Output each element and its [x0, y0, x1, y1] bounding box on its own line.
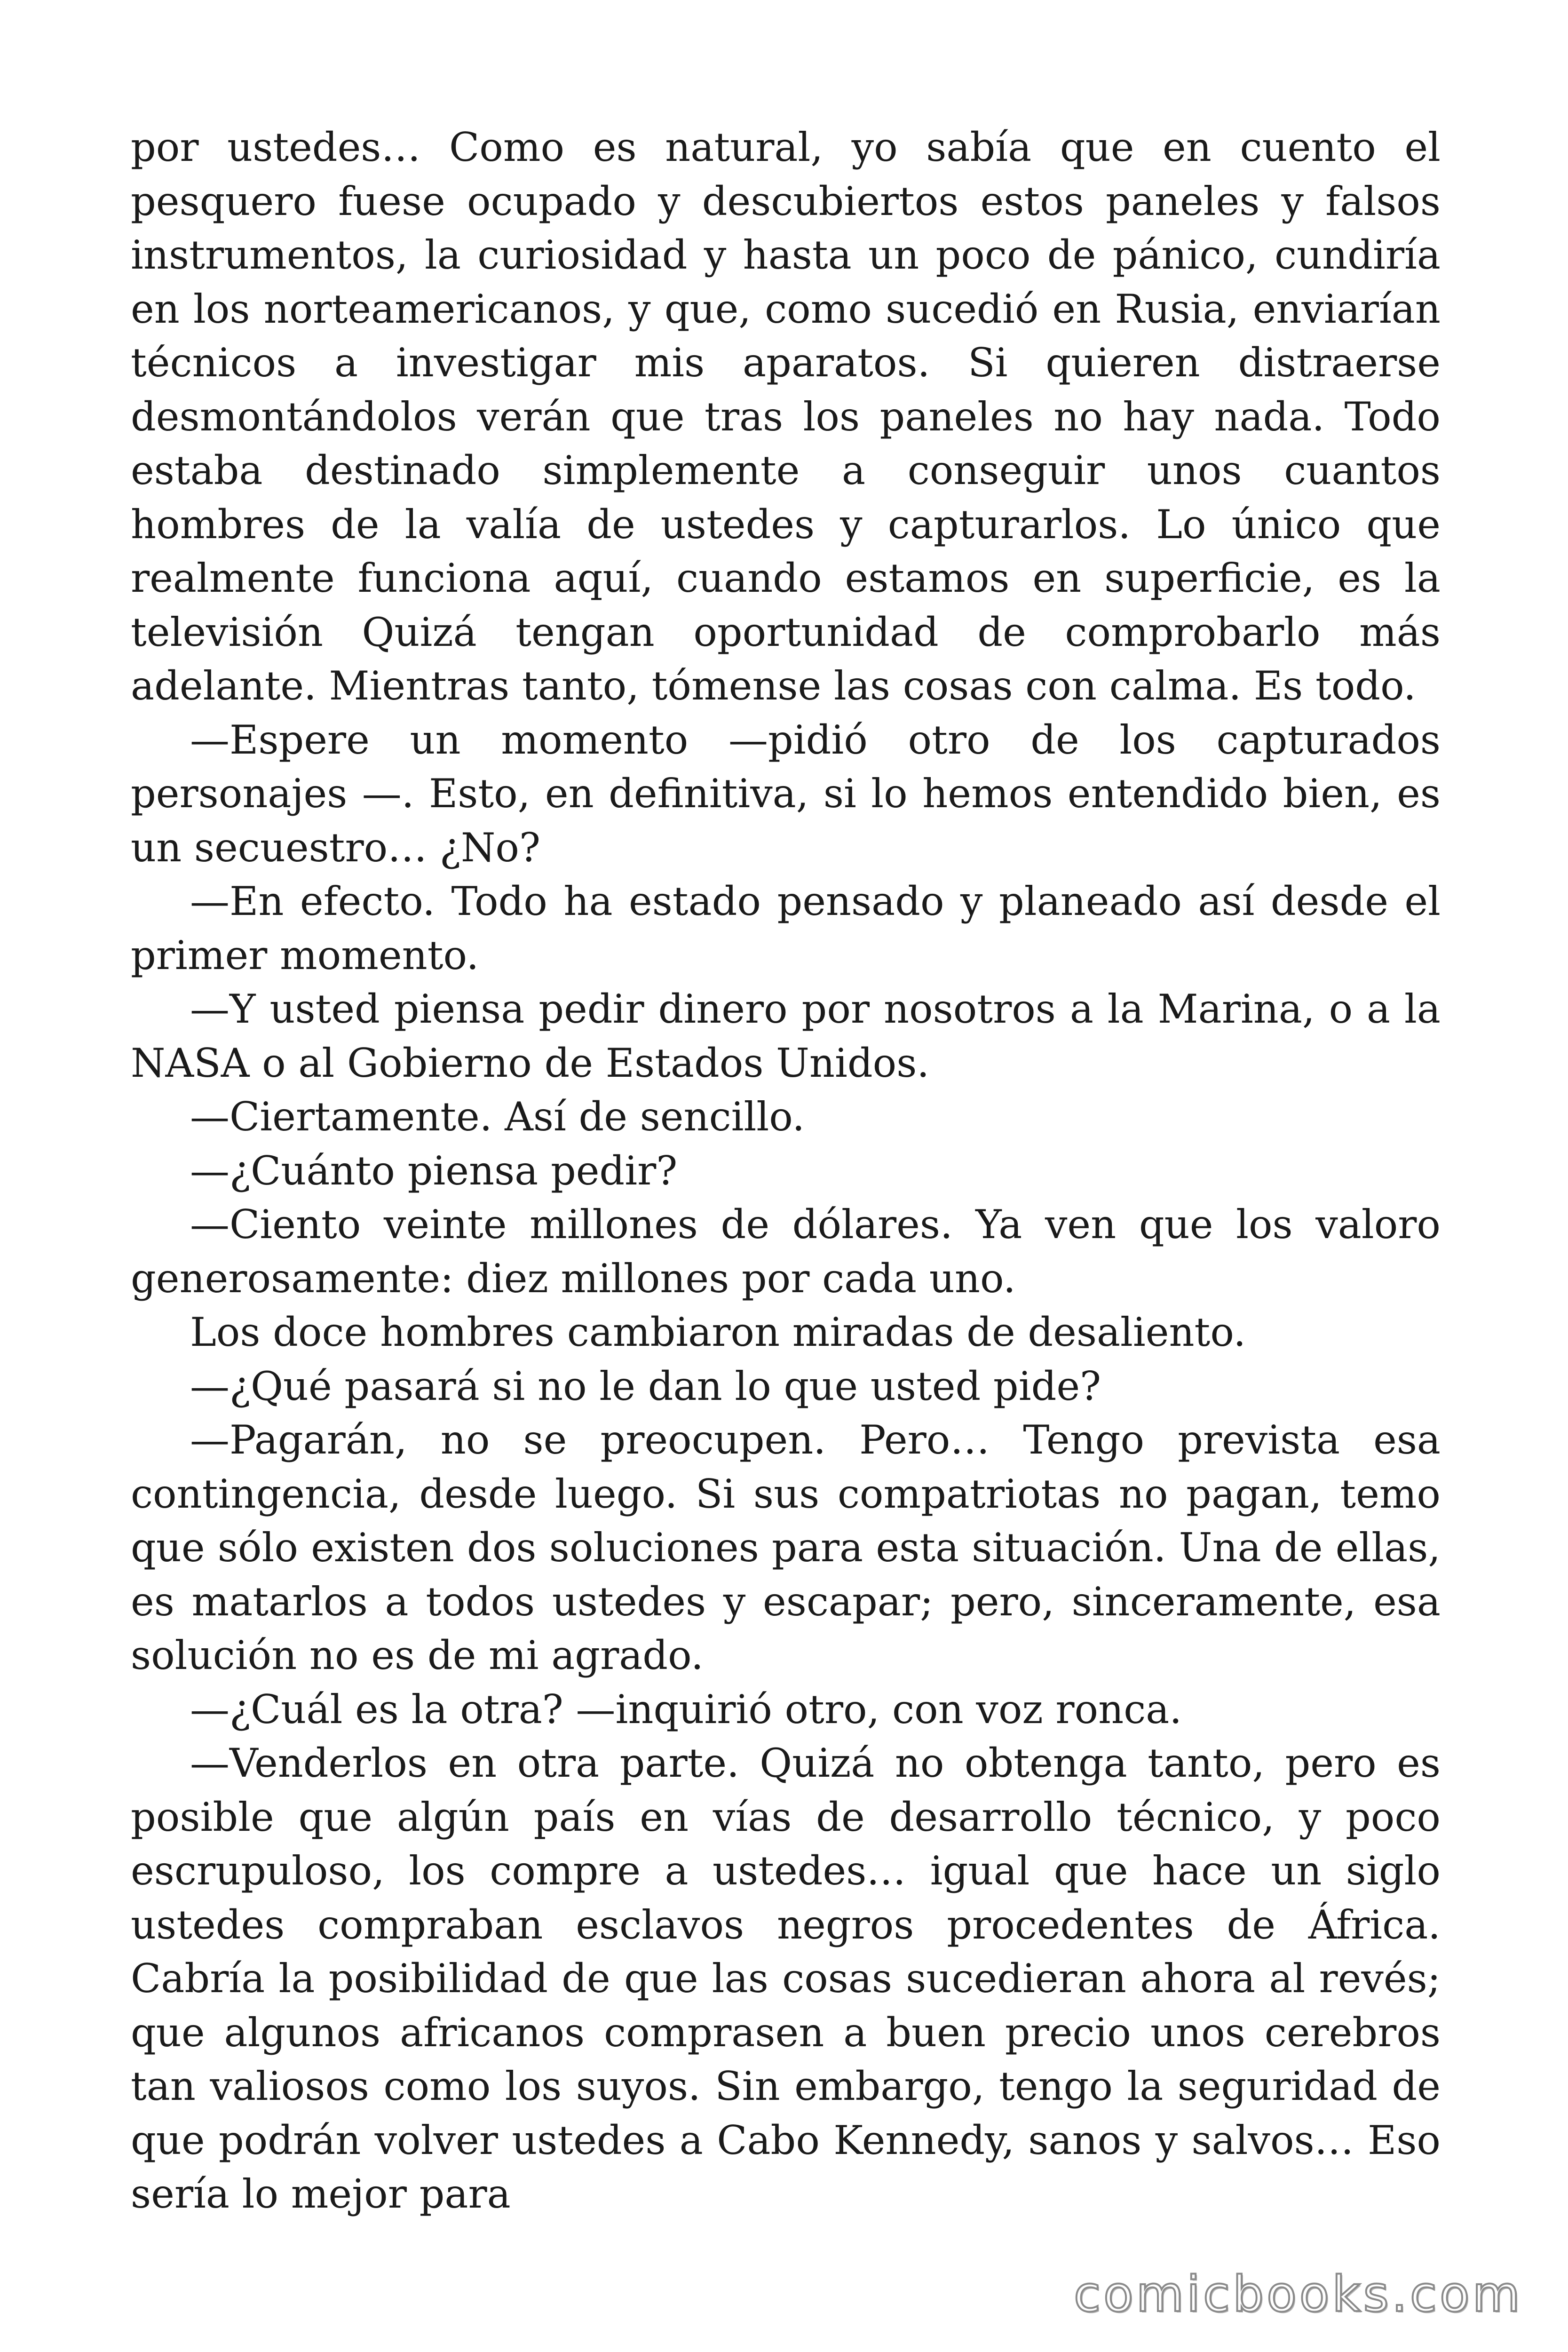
site-watermark: comicbooks.com	[1073, 2265, 1523, 2323]
page-text-body	[131, 120, 1441, 2221]
paragraph-1: por ustedes… Como es natural, yo sabía que en cuento el pesquero fuese ocupado y descubiertos estos paneles y falsos instrumentos, la curiosidad y hasta un poco de pánico, cundiría en los norteamericanos, y que, como sucedió en Rusia, enviarían técnicos a investigar mis aparatos. Si quieren distraerse desmontándolos verán que tras los paneles no hay nada. Todo estaba destinado simplemente a conseguir unos cuantos hombres de la valía de ustedes y capturarlos. Lo único que realmente funciona aquí, cuando estamos en superficie, es la televisión Quizá tengan oportunidad de comprobarlo más adelante. Mientras tanto, tómense las cosas con calma. Es todo.	[131, 124, 1441, 709]
paragraph-2: —Espere un momento —pidió otro de los capturados personajes —. Esto, en definitiva, si lo hemos entendido bien, es un secuestro… ¿No?	[131, 716, 1441, 871]
paragraph-3: —En efecto. Todo ha estado pensado y planeado así desde el primer momento.	[131, 878, 1441, 978]
paragraph-5: —Ciertamente. Así de sencillo.	[190, 1094, 805, 1140]
paragraph-4: —Y usted piensa pedir dinero por nosotros a la Marina, o a la NASA o al Gobierno de Estados Unidos.	[131, 986, 1441, 1086]
paragraph-8: Los doce hombres cambiaron miradas de desaliento.	[190, 1309, 1246, 1355]
paragraph-9: —¿Qué pasará si no le dan lo que usted pide?	[190, 1363, 1101, 1409]
paragraph-6: —¿Cuánto piensa pedir?	[190, 1147, 678, 1194]
paragraph-7: —Ciento veinte millones de dólares. Ya ven que los valoro generosamente: diez millones por cada uno.	[131, 1201, 1441, 1302]
paragraph-12: —Venderlos en otra parte. Quizá no obtenga tanto, pero es posible que algún país en vías de desarrollo técnico, y poco escrupuloso, los compre a ustedes… igual que hace un siglo ustedes compraban esclavos negros procedentes de África. Cabría la posibilidad de que las cosas sucedieran ahora al revés; que algunos africanos comprasen a buen precio unos cerebros tan valiosos como los suyos. Sin embargo, tengo la seguridad de que podrán volver ustedes a Cabo Kennedy, sanos y salvos… Eso sería lo mejor para	[131, 1740, 1441, 2217]
paragraph-10: —Pagarán, no se preocupen. Pero… Tengo prevista esa contingencia, desde luego. Si sus compatriotas no pagan, temo que sólo existen dos soluciones para esta situación. Una de ellas, es matarlos a todos ustedes y escapar; pero, sinceramente, esa solución no es de mi agrado.	[131, 1417, 1441, 1678]
paragraph-11: —¿Cuál es la otra? —inquirió otro, con voz ronca.	[190, 1686, 1182, 1732]
